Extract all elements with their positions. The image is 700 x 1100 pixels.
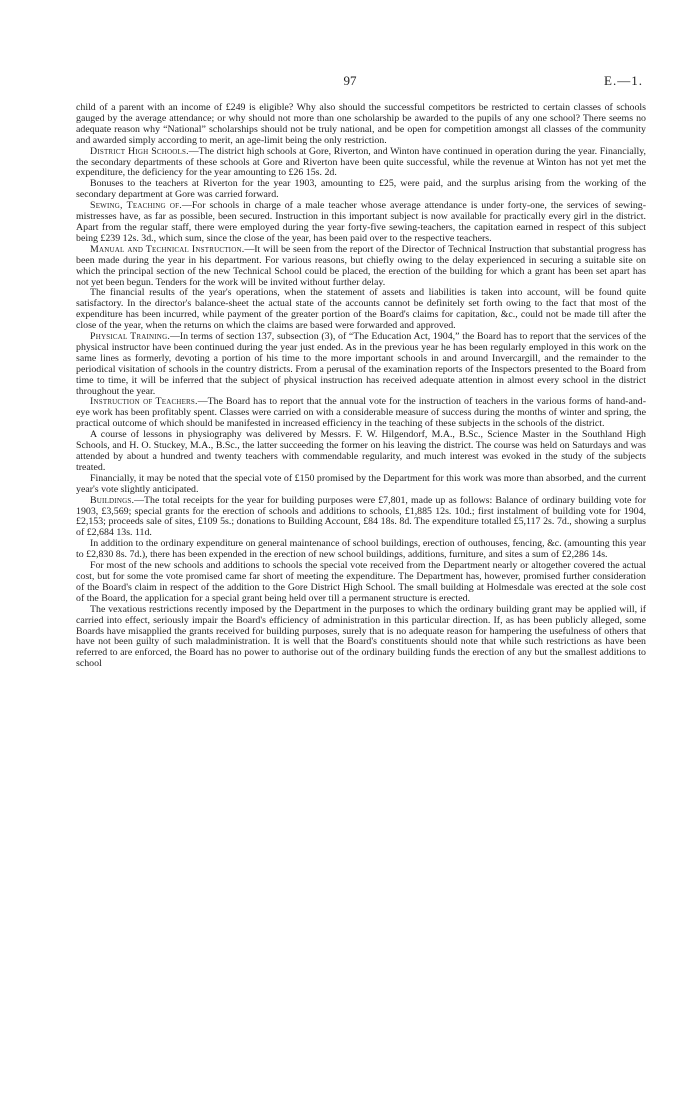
paragraph — [76, 496, 646, 540]
paragraph-text: The vexatious restrictions recently imposed by the Department in the purposes to which the ordinary building grant may be applied will, if carried into effect, seriously impair the Board's efficiency of administration in this particular direction. If, as has been publicly alleged, some Boards have misapplied the grants received for building purposes, surely that is no adequate reason for hampering the usefulness of others that have not been guilty of such maladministration. It is well that the Board's constituents should note that while such restrictions as have been referred to are enforced, the Board has no power to authorise out of the ordinary building funds the erection of any but the smallest additions to school — [76, 603, 646, 670]
section-heading: District High Schools. — [90, 145, 189, 157]
paragraph-text: child of a parent with an income of £249 is eligible? Why also should the successful competitors be restricted to certain classes of schools gauged by the average attendance; or why should not more than one scholarship be awarded to the pupils of any one school? There seems no adequate reason why “National” scholarships should not be truly national, and be open for competition amongst all classes of the community and awarded simply according to merit, an age-limit being the only restriction. — [76, 102, 646, 146]
section-heading: Sewing, Teaching of. — [90, 200, 182, 212]
section-heading: Physical Training. — [90, 331, 170, 343]
paragraph — [76, 201, 646, 245]
paragraph-text: Financially, it may be noted that the special vote of £150 promised by the Department for this work was more than absorbed, and the current year's vote slightly anticipated. — [76, 472, 646, 495]
page-number: 97 — [343, 73, 357, 88]
paragraph — [76, 430, 646, 474]
paragraph-text: —The district high schools at Gore, Riverton, and Winton have continued in operation during the year. Financially, the secondary departments of these schools at Gore and Riverton have been quite successful, while the revenue at Winton has not yet met the expenditure, the deficiency for the year amounting to £26 15s. 2d. — [76, 145, 646, 179]
paragraph — [76, 561, 646, 605]
paragraph — [76, 245, 646, 289]
paragraph — [76, 147, 646, 180]
paragraph — [76, 605, 646, 670]
paragraph-text: —The Board has to report that the annual vote for the instruction of teachers in the various forms of hand-and-eye work has been profitably spent. Classes were carried on with a considerable measure of success during the months of winter and spring, the practical outcome of which should be manifested in increased efficiency in the teaching of these subjects in the schools of the district. — [76, 396, 646, 430]
paragraph-text: Bonuses to the teachers at Riverton for the year 1903, amounting to £25, were paid, and the surplus arising from the working of the secondary department at Gore was carried forward. — [76, 178, 646, 201]
report-body — [76, 103, 646, 670]
paragraph — [76, 103, 646, 147]
paragraph — [76, 397, 646, 430]
paragraph-text: —It will be seen from the report of the Director of Technical Instruction that substantial progress has been made during the year in his department. For various reasons, but chiefly owing to the delay experienced in securing a suitable site on which the principal section of the new Technical School could be placed, the erection of the building for which a grant has been set apart has not yet been begun. Tenders for the work will be invited without further delay. — [76, 243, 646, 288]
paragraph-text: For most of the new schools and additions to schools the special vote received from the Department nearly or altogether covered the actual cost, but for some the vote promised came far short of meeting the expenditure. The Department has, however, promised further consideration of the Board's claim in respect of the addition to the Gore District High School. The small building at Holmesdale was erected at the sole cost of the Board, the application for a special grant being held over till a permanent structure is erected. — [76, 560, 646, 604]
section-heading: Manual and Technical Instruction. — [90, 243, 245, 255]
section-heading: Instruction of Teachers. — [90, 396, 198, 408]
paragraph — [76, 288, 646, 332]
paragraph-text: In addition to the ordinary expenditure on general maintenance of school buildings, erection of outhouses, fencing, &c. (amounting this year to £2,830 8s. 7d.), there has been expended in the erection of new school buildings, additions, furniture, and sites a sum of £2,286 14s. — [76, 538, 646, 561]
paragraph-text: —In terms of section 137, subsection (3), of “The Education Act, 1904,” the Board has to report that the services of the physical instructor have been continued during the year just ended. As in the previous year he has been regularly employed in this work on the same lines as formerly, devoting a portion of his time to the more important schools in and around Invercargill, and the remainder to the periodical visitation of schools in the country districts. From a perusal of the examination reports of the Inspectors presented to the Board from time to time, it will be inferred that the subject of physical instruction has received adequate attention in almost every school in the district throughout the year. — [76, 331, 646, 397]
document-reference: E.—1. — [604, 73, 643, 88]
paragraph-text: —For schools in charge of a male teacher whose average attendance is under forty-one, the services of sewing-mistresses have, as far as possible, been secured. Instruction in this important subject is now available for practically every girl in the district. Apart from the regular staff, there were employed during the year forty-five sewing-teachers, the capitation earned in respect of this subject being £239 12s. 3d., which sum, since the close of the year, has been paid over to the respective teachers. — [76, 200, 646, 244]
paragraph — [76, 332, 646, 397]
paragraph — [76, 474, 646, 496]
section-heading: Buildings. — [90, 494, 135, 506]
paragraph — [76, 179, 646, 201]
paragraph-text: —The total receipts for the year for building purposes were £7,801, made up as follows: Balance of ordinary building vote for 1903, £3,569; special grants for the erection of schools and additions to schools, £1,885 12s. 10d.; first instalment of building vote for 1904, £2,153; proceeds sale of sites, £109 5s.; donations to Building Account, £84 18s. 8d. The expenditure totalled £5,117 2s. 7d., showing a surplus of £2,684 13s. 11d. — [76, 494, 646, 539]
paragraph-text: A course of lessons in physiography was delivered by Messrs. F. W. Hilgendorf, M.A., B.Sc., Science Master in the Southland High Schools, and H. O. Stuckey, M.A., B.Sc., the latter succeeding the former on his leaving the district. The course was held on Saturdays and was attended by about a hundred and twenty teachers with commendable regularity, and much interest was evoked in the study of the subjects treated. — [76, 429, 646, 473]
paragraph — [76, 539, 646, 561]
paragraph-text: The financial results of the year's operations, when the statement of assets and liabilities is taken into account, will be found quite satisfactory. In the director's balance-sheet the actual state of the accounts cannot be definitely set forth owing to the fact that most of the expenditure has been incurred, while payment of the greater portion of the Board's claims for capitation, &c., could not be made till after the close of the year, when the returns on which the claims are based were forwarded and approved. — [76, 287, 646, 332]
